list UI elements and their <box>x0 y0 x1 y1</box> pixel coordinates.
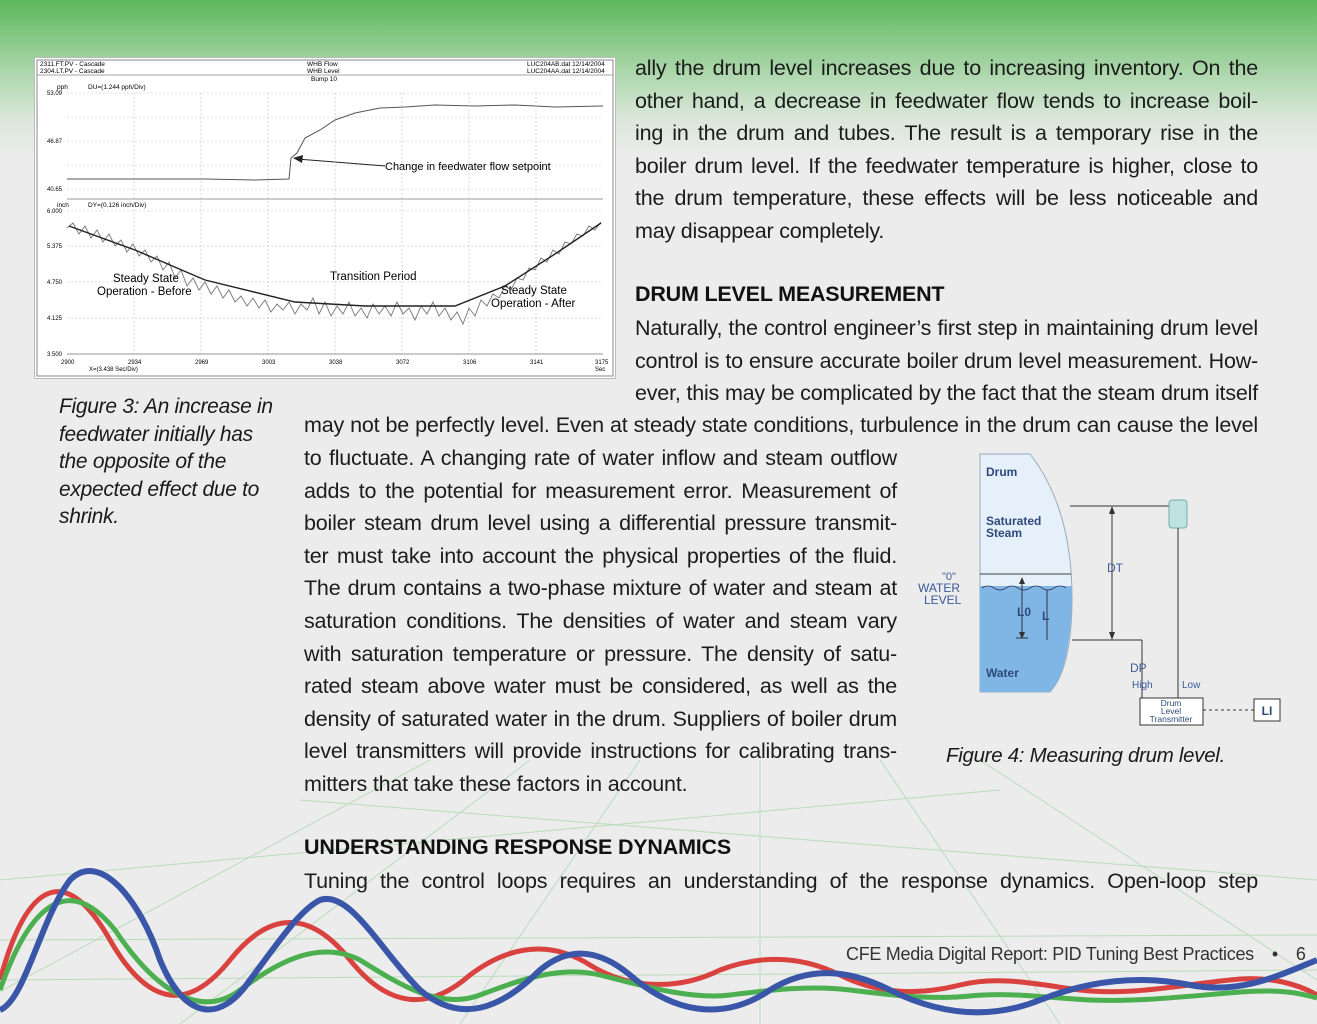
text-line: the drum temperature, these effects will be less noticeable and <box>635 186 1258 211</box>
bottom-unit: inch <box>57 202 69 209</box>
x-tick-1: 2900 <box>61 360 75 366</box>
label-dp: DP <box>1130 661 1147 675</box>
header-mid-1: WHB Flow <box>307 61 338 68</box>
page-number: 6 <box>1295 944 1306 964</box>
x-tick-6: 3072 <box>396 360 410 366</box>
text-line: ever, this may be complicated by the fact that the steam drum itself <box>635 381 1258 406</box>
label-transmitter-3: Transmitter <box>1149 714 1193 724</box>
bottom-tick-2: 5.375 <box>47 244 63 250</box>
x-tick-8: 3141 <box>530 360 544 366</box>
heading-response-dynamics: UNDERSTANDING RESPONSE DYNAMICS <box>304 835 732 859</box>
label-dt: DT <box>1107 561 1123 575</box>
x-tick-4: 3003 <box>262 360 276 366</box>
text-line: ing in the drum and tubes. The result is a temporary rise in the <box>635 121 1258 146</box>
text-line: adds to the potential for measurement error. Measurement of <box>304 478 897 503</box>
header-mid-2: WHB Level <box>307 68 340 75</box>
label-transmitter-2: Level <box>1160 706 1182 716</box>
x-tick-9: 3175 <box>595 360 609 366</box>
figure-3-caption: Figure 3: An increase in feedwater initially has the opposite of the expected effect due to shrink. <box>59 395 273 528</box>
annotation-setpoint: Change in feedwater flow setpoint <box>385 161 551 173</box>
text-line: ally the drum level increases due to increasing inventory. On the <box>635 56 1258 80</box>
text-line: The drum contains a two-phase mixture of water and steam at <box>304 576 897 601</box>
text-line: level transmitters will provide instructions for calibrating trans- <box>304 739 897 764</box>
header-right-2: LUC204AA.dat 12/14/2004 <box>527 68 605 75</box>
paragraph-drum-intro <box>635 312 1258 410</box>
text-line: other hand, a decrease in feedwater flow tends to increase boil- <box>635 88 1258 113</box>
text-line: to fluctuate. A changing rate of water inflow and steam outflow <box>304 446 897 470</box>
bottom-tick-3: 4.750 <box>47 280 63 286</box>
header-right-1: LUC204AB.dat 12/14/2004 <box>527 61 605 68</box>
label-drum: Drum <box>986 465 1018 479</box>
annotation-steady-before-2: Operation - Before <box>97 286 192 298</box>
page-footer <box>846 944 1306 965</box>
x-unit: Sec <box>595 367 606 373</box>
top-tick-2: 46.87 <box>47 139 63 145</box>
x-tick-3: 2969 <box>195 360 209 366</box>
text-line: Tuning the control loops requires an understanding of the response dynamics. Open-loop step <box>304 869 1258 893</box>
text-line: boiler drum level. If the feedwater temperature is higher, close to <box>635 153 1258 178</box>
footer-bullet: • <box>1271 944 1278 964</box>
x-scale: X=(3.438 Sec/Div) <box>89 367 138 373</box>
top-tick-1: 53.09 <box>47 91 63 97</box>
label-l: L <box>1042 609 1050 623</box>
top-tick-3: 40.65 <box>47 187 63 193</box>
top-scale: DU=(1.244 pph/Div) <box>88 84 146 91</box>
condensing-pot <box>1169 500 1187 528</box>
figure-4-drum-diagram <box>910 448 1290 738</box>
text-line: rated steam above water must be considered, as well as the <box>304 674 897 699</box>
paragraph-drum-body <box>304 442 897 801</box>
label-water-level-2: LEVEL <box>924 593 962 607</box>
label-l0: L0 <box>1017 605 1032 619</box>
trend-chart-svg <box>35 58 615 378</box>
annotation-steady-after-1: Steady State <box>501 285 567 297</box>
annotation-transition: Transition Period <box>330 271 417 283</box>
text-line: may disappear completely. <box>635 218 885 243</box>
x-tick-2: 2934 <box>128 360 142 366</box>
bottom-tick-1: 6.000 <box>47 209 63 215</box>
header-mid-3: Bump 10 <box>311 76 338 83</box>
label-steam: Steam <box>986 526 1023 540</box>
label-zero: "0" <box>942 571 956 583</box>
footer-title: CFE Media Digital Report: PID Tuning Best Practices <box>846 944 1254 964</box>
header-left-1: 2311.FT.PV - Cascade <box>40 61 105 68</box>
paragraph-response <box>304 865 1258 898</box>
paragraph-right-top <box>635 52 1258 248</box>
header-left-2: 2304.LT.PV - Cascade <box>40 68 105 75</box>
text-line: boiler steam drum level using a differential pressure transmit- <box>304 511 897 536</box>
figure-4-caption: Figure 4: Measuring drum level. <box>946 744 1225 767</box>
label-water: Water <box>986 666 1019 680</box>
text-line: with saturation temperature or pressure. The density of satu- <box>304 641 897 666</box>
text-line: saturation conditions. The densities of water and steam vary <box>304 608 897 633</box>
top-unit: pph <box>57 84 68 91</box>
text-line: Naturally, the control engineer’s first step in maintaining drum level <box>635 316 1258 340</box>
bottom-scale: DY=(0.126 inch/Div) <box>88 202 147 209</box>
text-line: ter must take into account the physical properties of the fluid. <box>304 543 897 568</box>
annotation-steady-after-2: Operation - After <box>491 298 576 310</box>
label-transmitter-1: Drum <box>1160 698 1182 708</box>
figure-3-trend-chart <box>34 57 616 379</box>
drum-diagram-svg <box>910 448 1290 738</box>
bottom-tick-5: 3.500 <box>47 352 63 358</box>
label-water-level-1: WATER <box>918 581 960 595</box>
x-tick-5: 3038 <box>329 360 343 366</box>
heading-drum-level-measurement: DRUM LEVEL MEASUREMENT <box>635 282 945 306</box>
text-line: density of saturated water in the drum. Suppliers of boiler drum <box>304 706 897 731</box>
label-saturated: Saturated <box>986 514 1042 528</box>
text-line: may not be perfectly level. Even at steady state conditions, turbulence in the drum can cause the level <box>304 413 1258 437</box>
label-high: High <box>1132 680 1153 691</box>
annotation-steady-before-1: Steady State <box>113 273 179 285</box>
text-line: control is to ensure accurate boiler drum level measurement. How- <box>635 348 1258 373</box>
bottom-tick-4: 4.125 <box>47 316 63 322</box>
label-low: Low <box>1182 680 1201 691</box>
paragraph-wide-line <box>304 409 1258 442</box>
label-li: LI <box>1261 704 1273 718</box>
text-line: mitters that take these factors in account. <box>304 771 688 796</box>
x-tick-7: 3106 <box>463 360 477 366</box>
